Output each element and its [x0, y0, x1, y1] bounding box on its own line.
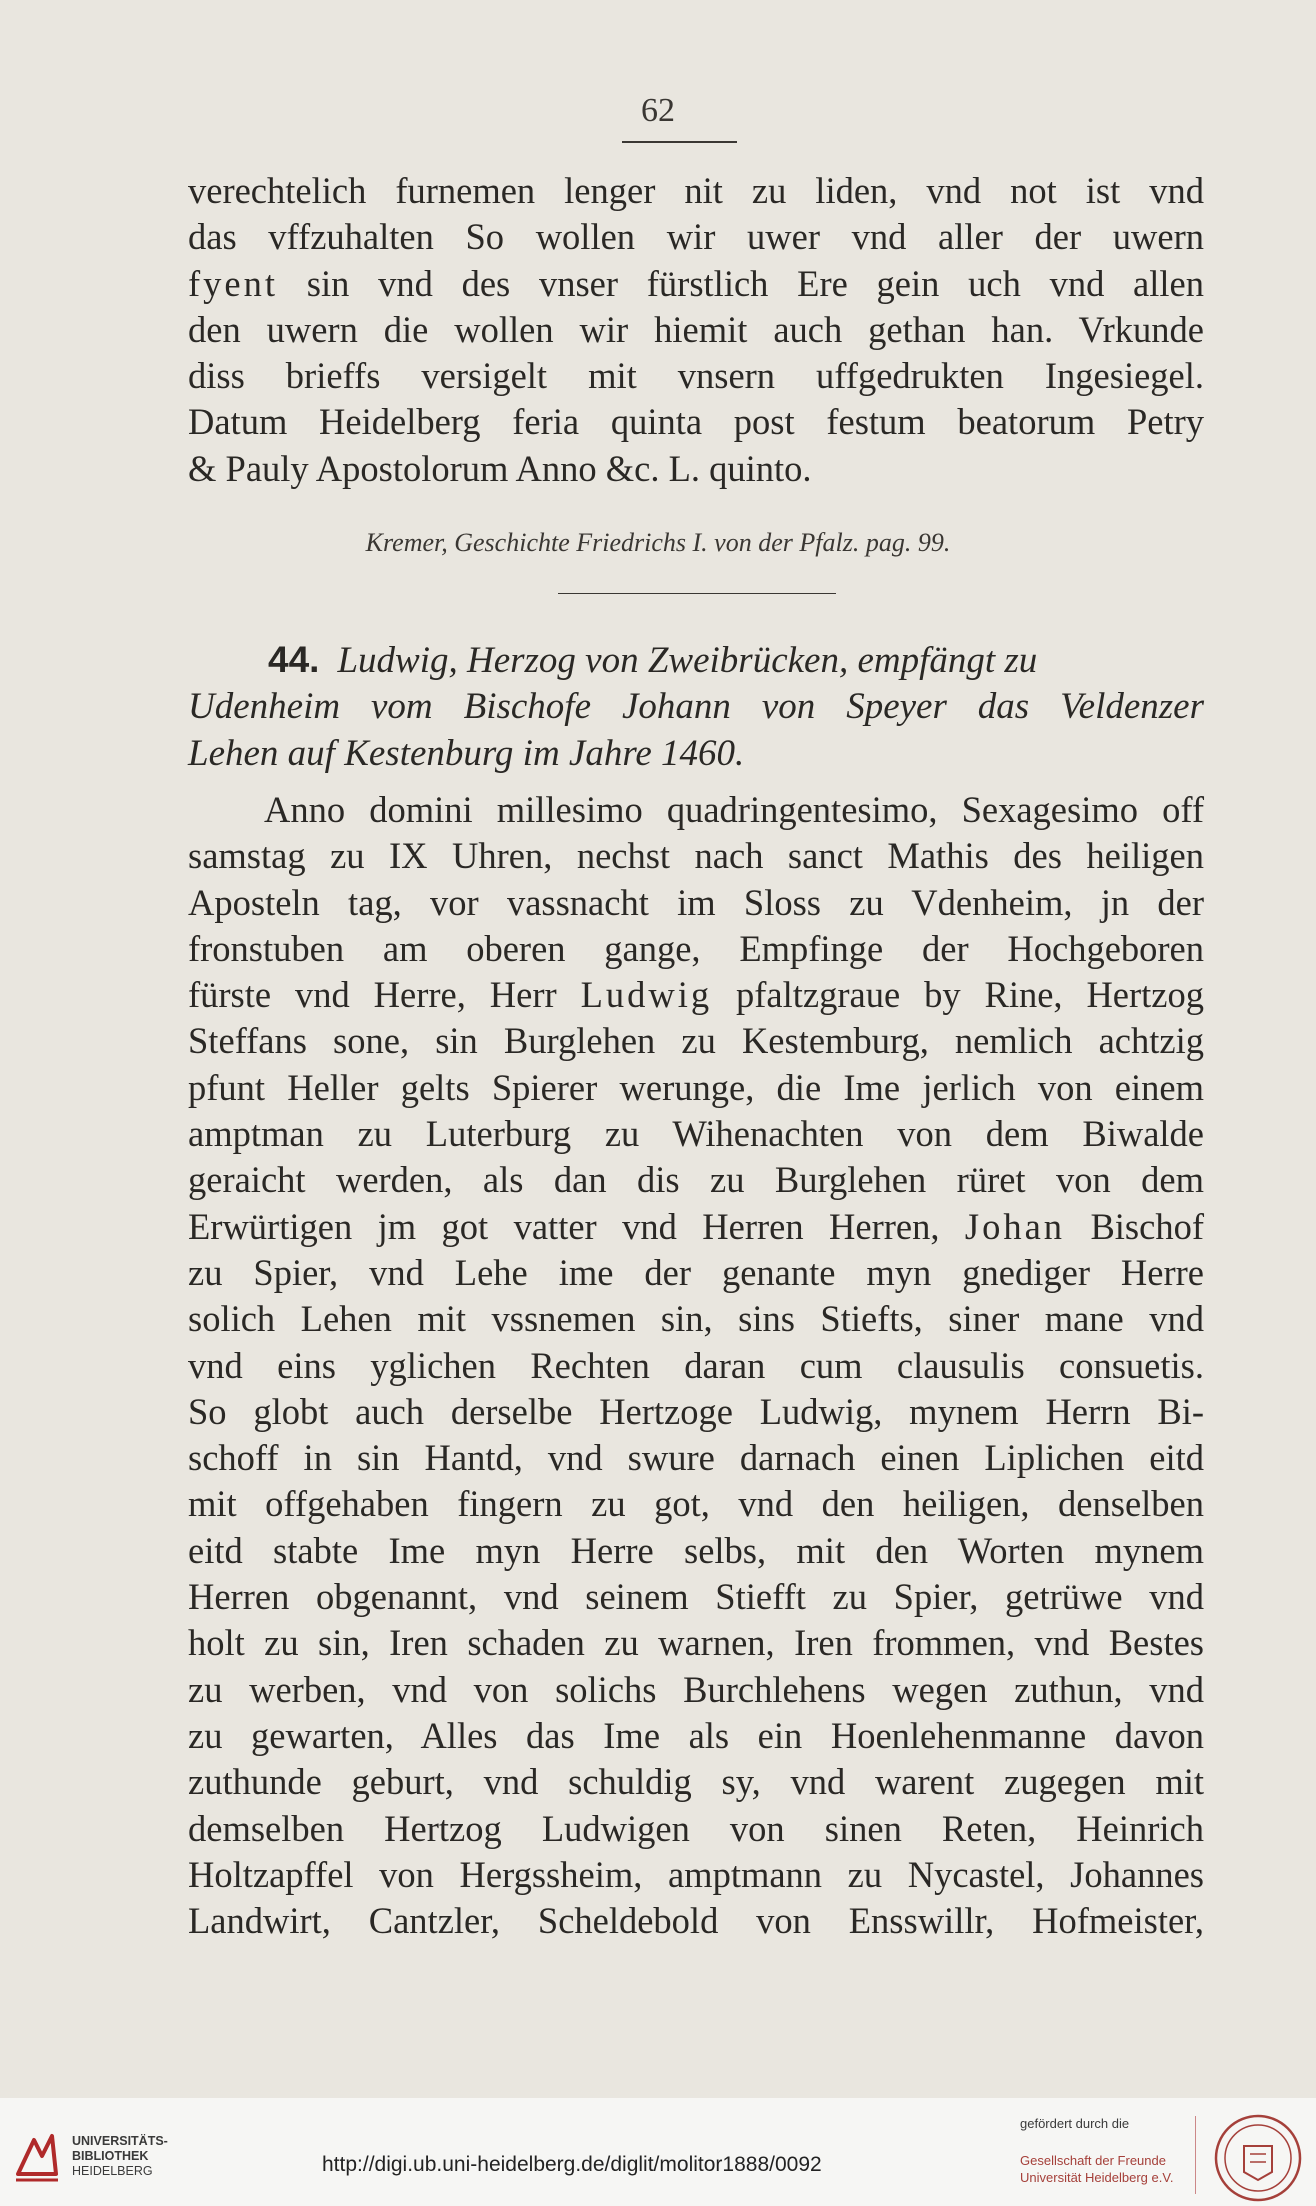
- citation: Kremer, Geschichte Friedrichs I. von der Pfalz. pag. 99.: [365, 528, 951, 557]
- heading-line: Udenheim vom Bischofe Johann von Speyer das Veldenzer: [188, 686, 1204, 727]
- funded-by-label: gefördert durch die: [1020, 2116, 1130, 2131]
- page-number: 62: [641, 92, 675, 129]
- text-span: fürste vnd Herre, Herr: [188, 974, 581, 1016]
- section-heading: [188, 636, 1204, 777]
- text-line: Steffans sone, sin Burglehen zu Kestemburg, nemlich achtzig: [188, 1020, 1204, 1062]
- society-name-line: Gesellschaft der Freunde: [1020, 2153, 1166, 2168]
- text-line: fronstuben am oberen gange, Empfinge der Hochgeboren: [188, 927, 1204, 969]
- heading-line: [188, 636, 1204, 683]
- text-line: demselben Hertzog Ludwigen von sinen Reten, Heinrich: [188, 1807, 1204, 1849]
- permalink-url[interactable]: http://digi.ub.uni-heidelberg.de/diglit/molitor1888/0092: [322, 2153, 822, 2176]
- text-span: Bischof: [1065, 1205, 1204, 1247]
- text-line: diss brieffs versigelt mit vnsern uffgedrukten Ingesiegel.: [188, 355, 1204, 397]
- text-line: [188, 261, 1204, 307]
- university-seal-icon: [1210, 2112, 1306, 2204]
- text-line: Herren obgenannt, vnd seinem Stiefft zu Spier, getrüwe vnd: [188, 1576, 1204, 1618]
- spaced-word: fyent: [188, 262, 278, 304]
- text-line: eitd stabte Ime myn Herre selbs, mit den Worten mynem: [188, 1529, 1204, 1571]
- page-number-rule: [622, 141, 737, 143]
- society-name-line: Universität Heidelberg e.V.: [1020, 2170, 1174, 2185]
- text-line: So globt auch derselbe Hertzoge Ludwig, mynem Herrn Bi-: [188, 1390, 1204, 1432]
- text-span: Erwürtigen jm got vatter vnd Herren Herren,: [188, 1205, 965, 1247]
- main-paragraph: [188, 787, 1204, 1944]
- text-span: pfaltzgraue by Rine, Hertzog: [712, 974, 1205, 1016]
- text-line: Aposteln tag, vor vassnacht im Sloss zu Vdenheim, jn der: [188, 881, 1204, 923]
- heading-text: Ludwig, Herzog von Zweibrücken, empfängt zu: [337, 640, 1038, 681]
- text-line: vnd eins yglichen Rechten daran cum clausulis consuetis.: [188, 1344, 1204, 1386]
- text-line: verechtelich furnemen lenger nit zu liden, vnd not ist vnd: [188, 170, 1204, 211]
- spaced-word: Johan: [964, 1205, 1066, 1247]
- text-line: samstag zu IX Uhren, nechst nach sanct Mathis des heiligen: [188, 835, 1204, 877]
- text-line: schoff in sin Hantd, vnd swure darnach einen Liplichen eitd: [188, 1437, 1204, 1479]
- library-logo-icon: [8, 2116, 64, 2196]
- text-line: geraicht werden, als dan dis zu Burglehen rüret von dem: [188, 1159, 1204, 1201]
- text-line: das vffzuhalten So wollen wir uwer vnd aller der uwern: [188, 216, 1204, 258]
- text-line: holt zu sin, Iren schaden zu warnen, Iren frommen, vnd Bestes: [188, 1622, 1204, 1664]
- section-separator: [558, 593, 836, 594]
- text-line: solich Lehen mit vssnemen sin, sins Stiefts, siner mane vnd: [188, 1298, 1204, 1340]
- text-line: & Pauly Apostolorum Anno &c. L. quinto.: [188, 447, 812, 489]
- text-line: [188, 1204, 1204, 1250]
- text-line: amptman zu Luterburg zu Wihenachten von dem Biwalde: [188, 1113, 1204, 1155]
- text-line: zu werben, vnd von solichs Burchlehens wegen zuthun, vnd: [188, 1668, 1204, 1710]
- footer-divider: [1195, 2116, 1196, 2194]
- text-line: zu Spier, vnd Lehe ime der genante myn gnediger Herre: [188, 1251, 1204, 1293]
- library-name-line: HEIDELBERG: [72, 2164, 153, 2178]
- text-line: Landwirt, Cantzler, Scheldebold von Ensswillr, Hofmeister,: [188, 1900, 1204, 1942]
- heading-line: Lehen auf Kestenburg im Jahre 1460.: [188, 733, 745, 774]
- text-line: pfunt Heller gelts Spierer werunge, die Ime jerlich von einem: [188, 1066, 1204, 1108]
- text-line: Datum Heidelberg feria quinta post festum beatorum Petry: [188, 401, 1204, 443]
- library-name-line: BIBLIOTHEK: [72, 2149, 149, 2163]
- text-line: mit offgehaben fingern zu got, vnd den heiligen, denselben: [188, 1483, 1204, 1525]
- text-line: [188, 972, 1204, 1018]
- text-line: Anno domini millesimo quadringentesimo, Sexagesimo off: [264, 789, 1204, 830]
- library-name: [72, 2134, 168, 2179]
- text-line: Holtzapffel von Hergssheim, amptmann zu Nycastel, Johannes: [188, 1853, 1204, 1895]
- society-name: [1020, 2152, 1173, 2186]
- text-line: zuthunde geburt, vnd schuldig sy, vnd warent zugegen mit: [188, 1761, 1204, 1803]
- paragraph-continuation: [188, 168, 1204, 492]
- footer-bar: [0, 2098, 1316, 2206]
- library-name-line: UNIVERSITÄTS-: [72, 2134, 168, 2148]
- text-span: sin vnd des vnser fürstlich Ere gein uch vnd allen: [278, 262, 1204, 304]
- spaced-word: Ludwig: [580, 974, 713, 1016]
- text-line: den uwern die wollen wir hiemit auch gethan han. Vrkunde: [188, 308, 1204, 350]
- text-line: zu gewarten, Alles das Ime als ein Hoenlehenmanne davon: [188, 1714, 1204, 1756]
- section-number: 44.: [268, 639, 320, 680]
